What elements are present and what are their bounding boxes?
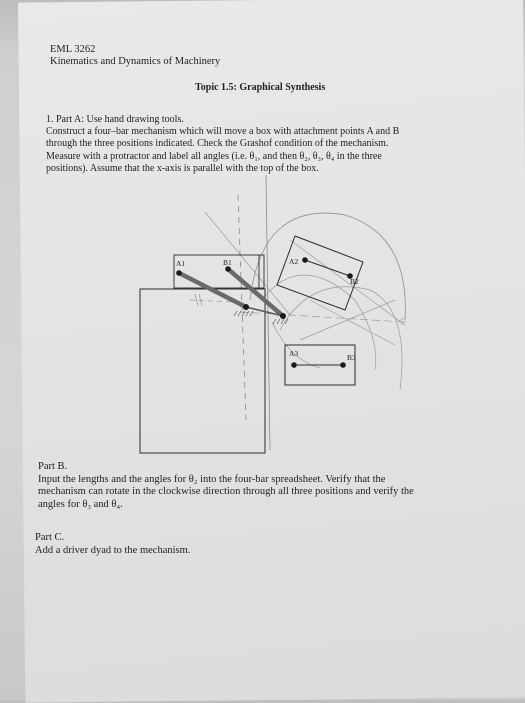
box-position-2 <box>277 236 363 310</box>
part-b-line: Input the lengths and the angles for θ₂ into the four-bar spreadsheet. Verify that the <box>38 473 386 485</box>
construction-tick <box>195 294 198 306</box>
label-b2: B2 <box>350 277 359 286</box>
ground-pivot-a <box>243 304 249 310</box>
course-code: EML 3262 <box>50 44 96 55</box>
construction-tick <box>399 318 404 321</box>
point-a2 <box>302 257 308 263</box>
label-a2: A2 <box>289 257 299 266</box>
part-a-line: through the three positions indicated. Check the Grashof condition of the mechanism. <box>46 138 389 150</box>
topic-title: Topic 1.5: Graphical Synthesis <box>195 82 326 93</box>
part-b-heading: Part B. <box>38 461 68 472</box>
label-b1: B1 <box>223 258 232 267</box>
construction-line <box>310 300 395 345</box>
construction-line <box>205 212 290 315</box>
construction-arc <box>262 275 376 370</box>
part-b-line: mechanism can rotate in the clockwise direction through all three positions and verify the <box>38 486 414 498</box>
part-c-line: Add a driver dyad to the mechanism. <box>35 544 191 556</box>
label-b3: B3 <box>347 353 356 362</box>
box-position-1 <box>140 289 265 453</box>
part-a-line: Construct a four–bar mechanism which will move a box with attachment points A and B <box>46 126 400 138</box>
construction-tick <box>199 294 202 306</box>
part-c-text <box>35 532 190 557</box>
label-a3: A3 <box>289 349 299 358</box>
part-a-line: Measure with a protractor and label all angles (i.e. θ₁, and then θ₂, θ₃, θ₄ in the three <box>46 150 382 162</box>
ground-hatch-icon <box>273 319 288 324</box>
part-a-line: positions). Assume that the x-axis is parallel with the top of the box. <box>46 162 319 174</box>
point-b1 <box>225 266 231 272</box>
part-b-text <box>38 461 414 511</box>
ground-pivot-b <box>280 313 286 319</box>
construction-arc <box>280 287 402 390</box>
course-name: Kinematics and Dynamics of Machinery <box>50 56 221 67</box>
point-b3 <box>340 362 346 368</box>
ground-hatch-icon <box>234 311 253 316</box>
construction-line <box>290 240 405 325</box>
link-a2-b2 <box>305 260 350 276</box>
part-b-line: angles for θ₃ and θ₄. <box>38 498 123 510</box>
part-c-heading: Part C. <box>35 532 65 543</box>
point-a1 <box>176 270 182 276</box>
part-a-line: 1. Part A: Use hand drawing tools. <box>46 114 184 125</box>
label-a1: A1 <box>176 259 186 268</box>
attachment-bracket-1 <box>174 255 264 288</box>
point-a3 <box>291 362 297 368</box>
